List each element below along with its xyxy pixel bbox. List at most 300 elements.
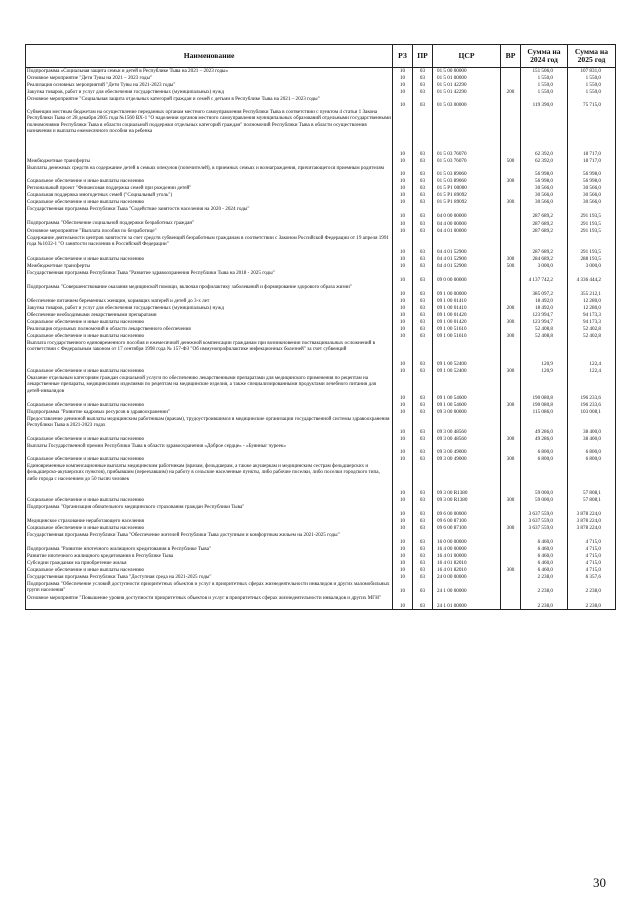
row-sum-2024: 52 408,8 xyxy=(521,326,568,333)
row-name: Закупка товаров, работ и услуг для обеспечения государственных (муниципальных) нужд xyxy=(26,305,393,312)
row-sum-2024: 287 689,2 xyxy=(521,220,568,228)
row-csr: 01 5 01 00000 xyxy=(433,75,501,82)
row-vr: 300 xyxy=(501,402,521,409)
row-name: Подпрограмма "Организация обязательного медицинского страхования граждан Республики Тыва" xyxy=(26,504,393,518)
row-sum-2025: 291 193,5 xyxy=(568,206,616,220)
row-rz: 10 xyxy=(393,326,413,333)
row-vr xyxy=(501,463,521,497)
row-sum-2025: 355 212,1 xyxy=(568,284,616,298)
row-vr xyxy=(501,553,521,560)
row-sum-2025: 3 878 224,0 xyxy=(568,518,616,525)
row-sum-2025: 1 550,0 xyxy=(568,89,616,96)
table-row xyxy=(26,165,616,178)
table-row xyxy=(26,228,616,235)
row-name: Социальное обеспечение и иные выплаты населению xyxy=(26,319,393,326)
row-rz: 10 xyxy=(393,595,413,610)
row-vr: 300 xyxy=(501,319,521,326)
row-rz: 10 xyxy=(393,518,413,525)
row-sum-2025: 4 336 444,2 xyxy=(568,270,616,284)
row-csr: 09 3 00 48560 xyxy=(433,416,501,436)
row-sum-2024: 119 390,0 xyxy=(521,96,568,109)
row-pr: 03 xyxy=(413,312,433,319)
table-body xyxy=(26,68,616,610)
row-sum-2025: 1 550,0 xyxy=(568,82,616,89)
row-sum-2024: 18 492,0 xyxy=(521,298,568,305)
row-pr: 03 xyxy=(413,89,433,96)
row-name: Субвенции местным бюджетам на осуществление переданных органам местного самоуправления Республики Тыва в соответствии с пунктом 4 статьи 1 Закона Республики Тыва от 28 декабря 2005 года №1560 ВХ-1 "О наделении органов местного самоуправления муниципальных образований отдельными государственными полномочиями Республики Тыва в области социальной поддержки отдельных категорий граждан" полномочий Республики Тыва в области осуществления назначения и выплаты ежемесячного пособия на ребенка xyxy=(26,109,393,158)
row-csr: 04 4 00 00000 xyxy=(433,220,501,228)
table-row xyxy=(26,284,616,298)
row-pr: 03 xyxy=(413,497,433,504)
table-row xyxy=(26,75,616,82)
row-sum-2024: 287 689,2 xyxy=(521,235,568,256)
header-pr: ПР xyxy=(413,45,433,68)
row-sum-2025: 3 878 224,0 xyxy=(568,525,616,532)
row-sum-2024: 385 097,2 xyxy=(521,284,568,298)
row-rz: 10 xyxy=(393,402,413,409)
row-csr: 01 5 Р1 89092 xyxy=(433,192,501,199)
row-vr xyxy=(501,96,521,109)
row-csr: 09 1 00 01410 xyxy=(433,298,501,305)
row-sum-2025: 94 173,3 xyxy=(568,319,616,326)
row-name: Социальное обеспечение и иные выплаты населению xyxy=(26,333,393,340)
row-rz: 10 xyxy=(393,560,413,567)
row-sum-2024: 190 080,8 xyxy=(521,402,568,409)
row-pr: 03 xyxy=(413,567,433,574)
row-vr xyxy=(501,532,521,546)
row-sum-2024: 123 994,7 xyxy=(521,319,568,326)
row-vr: 300 xyxy=(501,436,521,443)
table-row xyxy=(26,192,616,199)
row-csr: 09 1 00 51610 xyxy=(433,326,501,333)
row-name: Выплата государственного единовременного пособия и ежемесячной денежной компенсации гражданам при возникновении поствакцинальных осложнений в соответствии с Федеральным законом от 17 сентября 1998 года № 157-ФЗ "Об иммунопрофилактике инфекционных болезней" за счет субвенций xyxy=(26,340,393,368)
row-vr: 300 xyxy=(501,256,521,263)
row-name: Социальное обеспечение и иные выплаты населению xyxy=(26,436,393,443)
row-vr xyxy=(501,504,521,518)
row-pr: 03 xyxy=(413,595,433,610)
table-header-row xyxy=(26,45,616,68)
row-sum-2025: 18 717,0 xyxy=(568,158,616,165)
row-pr: 03 xyxy=(413,375,433,402)
row-name: Основное мероприятие "Социальная защита отдельных категорий граждан и семей с детьми в Республике Тыва на 2021 – 2023 годы" xyxy=(26,96,393,109)
row-name: Выплаты денежных средств на содержание детей в семьях опекунов (попечителей), в приемных семьях и вознаграждения, причитающегося приемным родителям xyxy=(26,165,393,178)
row-rz: 10 xyxy=(393,463,413,497)
row-name: Социальное обеспечение и иные выплаты населению xyxy=(26,199,393,206)
table-row xyxy=(26,82,616,89)
row-sum-2024: 30 566,0 xyxy=(521,192,568,199)
row-vr xyxy=(501,581,521,595)
row-name: Государственная программа Республики Тыва "Содействие занятости населения на 2020 - 2024 годы" xyxy=(26,206,393,220)
row-sum-2024: 1 550,0 xyxy=(521,82,568,89)
row-sum-2025: 196 233,6 xyxy=(568,402,616,409)
row-rz: 10 xyxy=(393,340,413,368)
row-sum-2024: 3 637 559,0 xyxy=(521,518,568,525)
row-sum-2025: 6 357,6 xyxy=(568,574,616,581)
row-rz: 10 xyxy=(393,199,413,206)
row-csr: 04 4 01 00000 xyxy=(433,228,501,235)
row-name: Подпрограмма "Обеспечение социальной поддержки безработных граждан" xyxy=(26,220,393,228)
table-row xyxy=(26,436,616,443)
table-row xyxy=(26,319,616,326)
table-row xyxy=(26,567,616,574)
row-sum-2025: 196 233,6 xyxy=(568,375,616,402)
row-rz: 10 xyxy=(393,270,413,284)
row-pr: 03 xyxy=(413,402,433,409)
row-csr: 01 5 03 76070 xyxy=(433,109,501,158)
table-row xyxy=(26,326,616,333)
row-sum-2024: 123 994,7 xyxy=(521,312,568,319)
row-pr: 03 xyxy=(413,270,433,284)
row-sum-2024: 6 460,0 xyxy=(521,560,568,567)
row-pr: 03 xyxy=(413,368,433,375)
table-row xyxy=(26,456,616,463)
row-vr xyxy=(501,443,521,456)
row-rz: 10 xyxy=(393,165,413,178)
row-sum-2024: 120,9 xyxy=(521,368,568,375)
row-name: Содержание деятельности центров занятости за счет средств субвенций безработным гражданам в соответствии с Законом Российской Федерации от 19 апреля 1991 года №1032-1 "О занятости населения в Российской Федерации" xyxy=(26,235,393,256)
row-rz: 10 xyxy=(393,298,413,305)
row-sum-2025: 12 280,0 xyxy=(568,298,616,305)
row-sum-2025: 291 193,5 xyxy=(568,235,616,256)
row-pr: 03 xyxy=(413,82,433,89)
table-row xyxy=(26,463,616,497)
row-rz: 10 xyxy=(393,456,413,463)
row-sum-2024: 6 800,0 xyxy=(521,456,568,463)
table-row xyxy=(26,333,616,340)
row-sum-2024: 284 689,2 xyxy=(521,256,568,263)
row-sum-2025: 3 878 224,0 xyxy=(568,504,616,518)
row-pr: 03 xyxy=(413,96,433,109)
row-vr xyxy=(501,416,521,436)
row-sum-2024: 59 000,0 xyxy=(521,463,568,497)
row-sum-2024: 6 460,0 xyxy=(521,553,568,560)
row-pr: 03 xyxy=(413,525,433,532)
row-name: Реализация отдельных полномочий в области лекарственного обеспечения xyxy=(26,326,393,333)
row-name: Основное мероприятие "Дети Тувы на 2021 – 2023 годы" xyxy=(26,75,393,82)
row-pr: 03 xyxy=(413,165,433,178)
row-sum-2024: 6 460,0 xyxy=(521,546,568,553)
row-vr xyxy=(501,185,521,192)
row-csr: 09 1 00 54600 xyxy=(433,375,501,402)
row-pr: 03 xyxy=(413,228,433,235)
row-rz: 10 xyxy=(393,192,413,199)
row-sum-2024: 4 137 742,2 xyxy=(521,270,568,284)
row-vr: 300 xyxy=(501,368,521,375)
row-rz: 10 xyxy=(393,82,413,89)
row-name: Подпрограмма "Совершенствование оказания медицинской помощи, включая профилактику заболеваний и формирование здорового образа жизни" xyxy=(26,284,393,298)
row-pr: 03 xyxy=(413,443,433,456)
row-rz: 10 xyxy=(393,312,413,319)
row-name: Государственная программа Республики Тыва "Доступная среда на 2021-2025 годы" xyxy=(26,574,393,581)
row-rz: 10 xyxy=(393,206,413,220)
row-rz: 10 xyxy=(393,443,413,456)
table-row xyxy=(26,298,616,305)
table-row xyxy=(26,256,616,263)
row-csr: 09 1 00 52400 xyxy=(433,368,501,375)
table-row xyxy=(26,416,616,436)
row-csr: 01 5 01 42290 xyxy=(433,82,501,89)
row-name: Реализация основных мероприятий "Дети Тувы на 2021-2023 годы" xyxy=(26,82,393,89)
row-pr: 03 xyxy=(413,178,433,185)
row-vr: 200 xyxy=(501,89,521,96)
row-csr: 01 5 Р1 89092 xyxy=(433,199,501,206)
row-csr: 16 0 00 00000 xyxy=(433,532,501,546)
row-sum-2025: 6 800,0 xyxy=(568,443,616,456)
row-pr: 03 xyxy=(413,409,433,416)
table-row xyxy=(26,270,616,284)
row-pr: 03 xyxy=(413,256,433,263)
row-name: Обеспечение необходимыми лекарственными препаратами xyxy=(26,312,393,319)
row-name: Предоставление денежной выплаты медицинским работникам (врачам), трудоустроившимся в медицинские организации государственной системы здравоохранения Республики Тыва в 2021-2023 годах xyxy=(26,416,393,436)
row-vr: 500 xyxy=(501,158,521,165)
row-name: Межбюджетные трансферты xyxy=(26,263,393,270)
row-vr xyxy=(501,574,521,581)
row-name: Обеспечение питанием беременных женщин, кормящих матерей и детей до 3-х лет xyxy=(26,298,393,305)
row-vr xyxy=(501,409,521,416)
row-csr: 01 5 03 89060 xyxy=(433,178,501,185)
row-pr: 03 xyxy=(413,298,433,305)
row-sum-2024: 56 998,0 xyxy=(521,165,568,178)
row-sum-2025: 57 808,1 xyxy=(568,497,616,504)
row-sum-2025: 1 550,0 xyxy=(568,75,616,82)
row-pr: 03 xyxy=(413,284,433,298)
table-row xyxy=(26,220,616,228)
row-vr: 300 xyxy=(501,525,521,532)
table-row xyxy=(26,89,616,96)
row-csr: 09 3 00 R1380 xyxy=(433,497,501,504)
row-rz: 10 xyxy=(393,96,413,109)
row-pr: 03 xyxy=(413,235,433,256)
row-csr: 04 4 01 52900 xyxy=(433,235,501,256)
row-sum-2025: 122,4 xyxy=(568,368,616,375)
row-pr: 03 xyxy=(413,75,433,82)
row-sum-2024: 2 238,0 xyxy=(521,581,568,595)
row-vr xyxy=(501,560,521,567)
table-row xyxy=(26,553,616,560)
row-rz: 10 xyxy=(393,409,413,416)
row-sum-2025: 288 193,5 xyxy=(568,256,616,263)
row-sum-2024: 52 408,8 xyxy=(521,333,568,340)
row-rz: 10 xyxy=(393,553,413,560)
row-sum-2025: 30 566,0 xyxy=(568,199,616,206)
table-row xyxy=(26,518,616,525)
table-row xyxy=(26,368,616,375)
row-name: Социальное обеспечение и иные выплаты населению xyxy=(26,402,393,409)
row-name: Государственная программа Республики Тыва "Обеспечение жителей Республики Тыва доступным и комфортным жильем на 2021-2025 годы" xyxy=(26,532,393,546)
row-pr: 03 xyxy=(413,416,433,436)
row-sum-2025: 30 566,0 xyxy=(568,192,616,199)
row-rz: 10 xyxy=(393,375,413,402)
row-sum-2024: 3 637 559,0 xyxy=(521,504,568,518)
row-csr: 09 3 00 49000 xyxy=(433,443,501,456)
row-name: Основное мероприятие "Повышение уровня доступности приоритетных объектов и услуг в приоритетных сферах жизнедеятельности инвалидов и других МГН" xyxy=(26,595,393,610)
row-rz: 10 xyxy=(393,319,413,326)
row-csr: 01 5 00 00000 xyxy=(433,68,501,75)
page-number: 30 xyxy=(593,875,606,890)
row-pr: 03 xyxy=(413,263,433,270)
row-pr: 03 xyxy=(413,192,433,199)
table-row xyxy=(26,235,616,256)
row-name: Социальное обеспечение и иные выплаты населению xyxy=(26,368,393,375)
row-vr xyxy=(501,595,521,610)
row-sum-2025: 122,4 xyxy=(568,340,616,368)
table-row xyxy=(26,206,616,220)
row-sum-2024: 6 460,0 xyxy=(521,532,568,546)
row-pr: 03 xyxy=(413,518,433,525)
row-pr: 03 xyxy=(413,504,433,518)
row-name: Субсидии гражданам на приобретение жилья xyxy=(26,560,393,567)
row-pr: 03 xyxy=(413,574,433,581)
row-rz: 10 xyxy=(393,305,413,312)
row-vr: 300 xyxy=(501,333,521,340)
row-sum-2024: 49 286,0 xyxy=(521,416,568,436)
row-csr: 16 4 01 00000 xyxy=(433,553,501,560)
table-row xyxy=(26,109,616,158)
header-vr: ВР xyxy=(501,45,521,68)
row-sum-2025: 4 715,0 xyxy=(568,546,616,553)
row-sum-2024: 6 460,0 xyxy=(521,567,568,574)
row-rz: 10 xyxy=(393,333,413,340)
table-row xyxy=(26,525,616,532)
row-vr xyxy=(501,340,521,368)
row-sum-2025: 4 715,0 xyxy=(568,560,616,567)
row-sum-2025: 38 400,0 xyxy=(568,416,616,436)
row-sum-2024: 1 550,0 xyxy=(521,89,568,96)
row-sum-2025: 291 193,5 xyxy=(568,220,616,228)
row-sum-2024: 56 998,0 xyxy=(521,178,568,185)
row-pr: 03 xyxy=(413,560,433,567)
row-sum-2025: 30 566,0 xyxy=(568,185,616,192)
table-row xyxy=(26,546,616,553)
row-pr: 03 xyxy=(413,206,433,220)
table-row xyxy=(26,560,616,567)
row-vr: 500 xyxy=(501,263,521,270)
row-name: Социальное обеспечение и иные выплаты населению xyxy=(26,567,393,574)
row-rz: 10 xyxy=(393,256,413,263)
row-vr: 300 xyxy=(501,497,521,504)
row-vr xyxy=(501,546,521,553)
row-rz: 10 xyxy=(393,368,413,375)
row-sum-2025: 12 280,0 xyxy=(568,305,616,312)
row-csr: 09 3 00 48560 xyxy=(433,436,501,443)
table-row xyxy=(26,185,616,192)
row-csr: 01 5 Р1 00000 xyxy=(433,185,501,192)
row-rz: 10 xyxy=(393,532,413,546)
row-pr: 03 xyxy=(413,326,433,333)
row-name: Социальное обеспечение и иные выплаты населению xyxy=(26,456,393,463)
row-csr: 09 6 00 87100 xyxy=(433,525,501,532)
row-csr: 09 3 00 R1380 xyxy=(433,463,501,497)
row-vr xyxy=(501,298,521,305)
table-row xyxy=(26,443,616,456)
row-name: Социальное обеспечение и иные выплаты населению xyxy=(26,525,393,532)
budget-table xyxy=(25,44,616,610)
row-pr: 03 xyxy=(413,220,433,228)
row-pr: 03 xyxy=(413,185,433,192)
row-sum-2024: 151 506,0 xyxy=(521,68,568,75)
table-row xyxy=(26,532,616,546)
row-csr: 09 0 00 00000 xyxy=(433,270,501,284)
table-row xyxy=(26,263,616,270)
row-rz: 10 xyxy=(393,75,413,82)
header-sum-2025: Сумма на 2025 год xyxy=(568,45,616,68)
row-rz: 10 xyxy=(393,158,413,165)
row-vr xyxy=(501,68,521,75)
row-csr: 09 6 00 00000 xyxy=(433,504,501,518)
row-name: Подпрограмма "Обеспечение условий доступности приоритетных объектов и услуг в приоритетных сферах жизнедеятельности инвалидов и других маломобильных групп населения" xyxy=(26,581,393,595)
row-csr: 04 4 01 52900 xyxy=(433,263,501,270)
row-rz: 10 xyxy=(393,497,413,504)
row-csr: 16 4 01 82010 xyxy=(433,560,501,567)
row-rz: 10 xyxy=(393,185,413,192)
row-sum-2024: 115 086,0 xyxy=(521,409,568,416)
row-sum-2025: 38 400,0 xyxy=(568,436,616,443)
row-sum-2025: 4 715,0 xyxy=(568,532,616,546)
row-sum-2025: 75 715,0 xyxy=(568,96,616,109)
row-csr: 16 4 01 82010 xyxy=(433,567,501,574)
row-name: Социальная поддержка многодетных семей ("Социальный уголь") xyxy=(26,192,393,199)
table-row xyxy=(26,402,616,409)
row-csr: 09 6 00 87100 xyxy=(433,518,501,525)
row-pr: 03 xyxy=(413,68,433,75)
row-rz: 10 xyxy=(393,546,413,553)
row-rz: 10 xyxy=(393,581,413,595)
row-sum-2024: 120,9 xyxy=(521,340,568,368)
row-sum-2024: 62 392,0 xyxy=(521,109,568,158)
row-rz: 10 xyxy=(393,89,413,96)
row-rz: 10 xyxy=(393,574,413,581)
row-sum-2025: 18 717,0 xyxy=(568,109,616,158)
row-name: Оказание отдельным категориям граждан социальной услуги по обеспечению лекарственными препаратами для медицинского применения по рецептам на лекарственные препараты, медицинскими изделиями по рецептам на медицинские изделия, а также специализированными продуктами лечебного питания для детей-инвалидов xyxy=(26,375,393,402)
row-sum-2025: 52 402,8 xyxy=(568,333,616,340)
table-row xyxy=(26,504,616,518)
row-sum-2024: 30 566,0 xyxy=(521,199,568,206)
row-sum-2024: 287 689,2 xyxy=(521,228,568,235)
row-sum-2024: 3 637 559,0 xyxy=(521,525,568,532)
row-name: Медицинское страхование неработающего населения xyxy=(26,518,393,525)
row-vr xyxy=(501,165,521,178)
row-sum-2024: 30 566,0 xyxy=(521,185,568,192)
row-sum-2024: 2 238,0 xyxy=(521,595,568,610)
table-row xyxy=(26,199,616,206)
row-vr xyxy=(501,326,521,333)
row-pr: 03 xyxy=(413,199,433,206)
row-csr: 09 1 00 00000 xyxy=(433,284,501,298)
row-csr: 09 1 00 01420 xyxy=(433,312,501,319)
row-vr xyxy=(501,375,521,402)
row-csr: 04 0 00 00000 xyxy=(433,206,501,220)
table-row xyxy=(26,595,616,610)
row-pr: 03 xyxy=(413,319,433,326)
table-row xyxy=(26,178,616,185)
row-sum-2025: 291 193,5 xyxy=(568,228,616,235)
row-sum-2024: 6 800,0 xyxy=(521,443,568,456)
row-vr xyxy=(501,235,521,256)
row-vr xyxy=(501,228,521,235)
row-csr: 04 4 01 52900 xyxy=(433,256,501,263)
row-pr: 03 xyxy=(413,532,433,546)
row-sum-2025: 57 808,1 xyxy=(568,463,616,497)
row-rz: 10 xyxy=(393,525,413,532)
row-rz: 10 xyxy=(393,220,413,228)
row-sum-2024: 62 392,0 xyxy=(521,158,568,165)
row-pr: 03 xyxy=(413,546,433,553)
row-name: Социальное обеспечение и иные выплаты населению xyxy=(26,256,393,263)
row-csr: 24 0 00 00000 xyxy=(433,574,501,581)
row-vr xyxy=(501,82,521,89)
row-sum-2024: 18 492,0 xyxy=(521,305,568,312)
row-name: Единовременные компенсационные выплаты медицинским работникам (врачам, фельдшерам, а также акушеркам и медицинским сестрам фельдшерских и фельдшерско-акушерских пунктов), прибывшим (переехавшим) на работу в сельские населенные пункты, либо рабочие поселки, либо поселки городского типа, либо города с населением до 50 тысяч человек xyxy=(26,463,393,497)
